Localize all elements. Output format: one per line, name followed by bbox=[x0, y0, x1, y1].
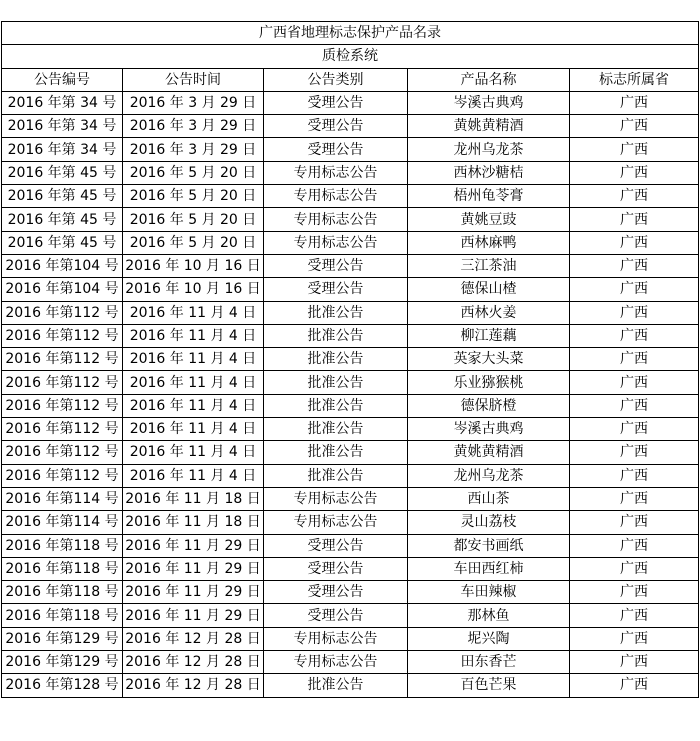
province-cell: 广西 bbox=[570, 208, 699, 231]
notice-number-cell: 2016 年第114 号 bbox=[2, 487, 123, 510]
notice-date-cell: 2016 年 5 月 20 日 bbox=[123, 208, 264, 231]
table-row bbox=[2, 324, 699, 347]
notice-type-cell: 受理公告 bbox=[264, 557, 408, 580]
notice-type-cell: 批准公告 bbox=[264, 394, 408, 417]
province-cell: 广西 bbox=[570, 441, 699, 464]
table-row bbox=[2, 581, 699, 604]
column-header-province: 标志所属省 bbox=[570, 68, 699, 91]
province-cell: 广西 bbox=[570, 487, 699, 510]
province-cell: 广西 bbox=[570, 557, 699, 580]
province-cell: 广西 bbox=[570, 651, 699, 674]
notice-type-cell: 受理公告 bbox=[264, 254, 408, 277]
province-cell: 广西 bbox=[570, 324, 699, 347]
province-cell: 广西 bbox=[570, 185, 699, 208]
product-name-cell: 德保脐橙 bbox=[408, 394, 570, 417]
table-row bbox=[2, 348, 699, 371]
notice-date-cell: 2016 年 11 月 4 日 bbox=[123, 371, 264, 394]
product-name-cell: 黄姚豆豉 bbox=[408, 208, 570, 231]
notice-date-cell: 2016 年 11 月 4 日 bbox=[123, 348, 264, 371]
notice-number-cell: 2016 年第 34 号 bbox=[2, 115, 123, 138]
column-header-product-name: 产品名称 bbox=[408, 68, 570, 91]
notice-type-cell: 专用标志公告 bbox=[264, 487, 408, 510]
notice-number-cell: 2016 年第118 号 bbox=[2, 604, 123, 627]
table-row bbox=[2, 441, 699, 464]
province-cell: 广西 bbox=[570, 581, 699, 604]
table-row bbox=[2, 115, 699, 138]
title-row bbox=[2, 22, 699, 45]
product-record-table bbox=[1, 21, 699, 698]
notice-number-cell: 2016 年第128 号 bbox=[2, 674, 123, 697]
notice-type-cell: 批准公告 bbox=[264, 418, 408, 441]
subtitle-row bbox=[2, 45, 699, 68]
notice-type-cell: 批准公告 bbox=[264, 348, 408, 371]
table-row bbox=[2, 301, 699, 324]
province-cell: 广西 bbox=[570, 511, 699, 534]
province-cell: 广西 bbox=[570, 161, 699, 184]
notice-number-cell: 2016 年第118 号 bbox=[2, 581, 123, 604]
province-cell: 广西 bbox=[570, 138, 699, 161]
notice-type-cell: 受理公告 bbox=[264, 91, 408, 114]
notice-date-cell: 2016 年 12 月 28 日 bbox=[123, 627, 264, 650]
notice-date-cell: 2016 年 11 月 4 日 bbox=[123, 301, 264, 324]
notice-date-cell: 2016 年 11 月 29 日 bbox=[123, 581, 264, 604]
notice-number-cell: 2016 年第129 号 bbox=[2, 651, 123, 674]
province-cell: 广西 bbox=[570, 464, 699, 487]
notice-type-cell: 受理公告 bbox=[264, 138, 408, 161]
notice-type-cell: 批准公告 bbox=[264, 674, 408, 697]
table-row bbox=[2, 627, 699, 650]
notice-type-cell: 专用标志公告 bbox=[264, 185, 408, 208]
notice-type-cell: 受理公告 bbox=[264, 278, 408, 301]
table-row bbox=[2, 418, 699, 441]
table-row bbox=[2, 231, 699, 254]
product-name-cell: 西林沙糖桔 bbox=[408, 161, 570, 184]
notice-type-cell: 批准公告 bbox=[264, 464, 408, 487]
notice-date-cell: 2016 年 11 月 4 日 bbox=[123, 418, 264, 441]
table-title: 广西省地理标志保护产品名录 bbox=[2, 22, 699, 45]
notice-number-cell: 2016 年第 34 号 bbox=[2, 138, 123, 161]
notice-type-cell: 受理公告 bbox=[264, 581, 408, 604]
notice-date-cell: 2016 年 12 月 28 日 bbox=[123, 651, 264, 674]
product-name-cell: 柳江莲藕 bbox=[408, 324, 570, 347]
table-row bbox=[2, 161, 699, 184]
table-row bbox=[2, 464, 699, 487]
notice-number-cell: 2016 年第112 号 bbox=[2, 441, 123, 464]
product-name-cell: 田东香芒 bbox=[408, 651, 570, 674]
product-name-cell: 百色芒果 bbox=[408, 674, 570, 697]
notice-date-cell: 2016 年 11 月 18 日 bbox=[123, 511, 264, 534]
notice-number-cell: 2016 年第 45 号 bbox=[2, 185, 123, 208]
product-name-cell: 乐业猕猴桃 bbox=[408, 371, 570, 394]
column-header-notice-number: 公告编号 bbox=[2, 68, 123, 91]
province-cell: 广西 bbox=[570, 627, 699, 650]
notice-date-cell: 2016 年 11 月 29 日 bbox=[123, 604, 264, 627]
product-name-cell: 灵山荔枝 bbox=[408, 511, 570, 534]
province-cell: 广西 bbox=[570, 278, 699, 301]
province-cell: 广西 bbox=[570, 231, 699, 254]
notice-number-cell: 2016 年第 45 号 bbox=[2, 161, 123, 184]
province-cell: 广西 bbox=[570, 534, 699, 557]
table-row bbox=[2, 604, 699, 627]
table-row bbox=[2, 278, 699, 301]
notice-type-cell: 专用标志公告 bbox=[264, 231, 408, 254]
table-row bbox=[2, 487, 699, 510]
table-row bbox=[2, 254, 699, 277]
product-name-cell: 三江茶油 bbox=[408, 254, 570, 277]
notice-type-cell: 专用标志公告 bbox=[264, 627, 408, 650]
province-cell: 广西 bbox=[570, 674, 699, 697]
province-cell: 广西 bbox=[570, 371, 699, 394]
notice-date-cell: 2016 年 11 月 4 日 bbox=[123, 441, 264, 464]
product-name-cell: 车田辣椒 bbox=[408, 581, 570, 604]
notice-type-cell: 批准公告 bbox=[264, 371, 408, 394]
province-cell: 广西 bbox=[570, 394, 699, 417]
product-name-cell: 英家大头菜 bbox=[408, 348, 570, 371]
notice-number-cell: 2016 年第104 号 bbox=[2, 278, 123, 301]
product-name-cell: 车田西红柿 bbox=[408, 557, 570, 580]
table-row bbox=[2, 534, 699, 557]
notice-date-cell: 2016 年 11 月 29 日 bbox=[123, 557, 264, 580]
notice-date-cell: 2016 年 11 月 4 日 bbox=[123, 464, 264, 487]
notice-type-cell: 批准公告 bbox=[264, 441, 408, 464]
notice-type-cell: 专用标志公告 bbox=[264, 161, 408, 184]
notice-type-cell: 专用标志公告 bbox=[264, 511, 408, 534]
notice-number-cell: 2016 年第112 号 bbox=[2, 324, 123, 347]
notice-type-cell: 受理公告 bbox=[264, 604, 408, 627]
product-name-cell: 西林火姜 bbox=[408, 301, 570, 324]
table-row bbox=[2, 674, 699, 697]
product-name-cell: 西山茶 bbox=[408, 487, 570, 510]
notice-number-cell: 2016 年第104 号 bbox=[2, 254, 123, 277]
province-cell: 广西 bbox=[570, 348, 699, 371]
notice-date-cell: 2016 年 3 月 29 日 bbox=[123, 138, 264, 161]
product-name-cell: 德保山楂 bbox=[408, 278, 570, 301]
table-row bbox=[2, 138, 699, 161]
notice-number-cell: 2016 年第114 号 bbox=[2, 511, 123, 534]
notice-number-cell: 2016 年第112 号 bbox=[2, 371, 123, 394]
notice-number-cell: 2016 年第112 号 bbox=[2, 418, 123, 441]
notice-number-cell: 2016 年第129 号 bbox=[2, 627, 123, 650]
table-subtitle: 质检系统 bbox=[2, 45, 699, 68]
notice-type-cell: 专用标志公告 bbox=[264, 651, 408, 674]
product-name-cell: 都安书画纸 bbox=[408, 534, 570, 557]
product-name-cell: 坭兴陶 bbox=[408, 627, 570, 650]
product-name-cell: 黄姚黄精酒 bbox=[408, 441, 570, 464]
column-header-notice-date: 公告时间 bbox=[123, 68, 264, 91]
notice-date-cell: 2016 年 5 月 20 日 bbox=[123, 161, 264, 184]
table-row bbox=[2, 511, 699, 534]
notice-date-cell: 2016 年 5 月 20 日 bbox=[123, 185, 264, 208]
notice-number-cell: 2016 年第112 号 bbox=[2, 464, 123, 487]
notice-date-cell: 2016 年 11 月 18 日 bbox=[123, 487, 264, 510]
table-row bbox=[2, 208, 699, 231]
product-name-cell: 龙州乌龙茶 bbox=[408, 138, 570, 161]
product-name-cell: 西林麻鸭 bbox=[408, 231, 570, 254]
notice-number-cell: 2016 年第112 号 bbox=[2, 394, 123, 417]
notice-date-cell: 2016 年 11 月 4 日 bbox=[123, 394, 264, 417]
notice-number-cell: 2016 年第118 号 bbox=[2, 534, 123, 557]
header-row bbox=[2, 68, 699, 91]
table-body bbox=[2, 91, 699, 697]
notice-number-cell: 2016 年第 45 号 bbox=[2, 231, 123, 254]
notice-date-cell: 2016 年 3 月 29 日 bbox=[123, 115, 264, 138]
table-row bbox=[2, 371, 699, 394]
notice-number-cell: 2016 年第118 号 bbox=[2, 557, 123, 580]
table-row bbox=[2, 185, 699, 208]
notice-number-cell: 2016 年第112 号 bbox=[2, 348, 123, 371]
notice-type-cell: 受理公告 bbox=[264, 534, 408, 557]
notice-type-cell: 批准公告 bbox=[264, 301, 408, 324]
table-row bbox=[2, 394, 699, 417]
province-cell: 广西 bbox=[570, 254, 699, 277]
province-cell: 广西 bbox=[570, 115, 699, 138]
notice-type-cell: 批准公告 bbox=[264, 324, 408, 347]
notice-date-cell: 2016 年 11 月 29 日 bbox=[123, 534, 264, 557]
notice-date-cell: 2016 年 10 月 16 日 bbox=[123, 278, 264, 301]
notice-type-cell: 专用标志公告 bbox=[264, 208, 408, 231]
product-name-cell: 梧州龟苓膏 bbox=[408, 185, 570, 208]
notice-type-cell: 受理公告 bbox=[264, 115, 408, 138]
product-name-cell: 那林鱼 bbox=[408, 604, 570, 627]
product-name-cell: 岑溪古典鸡 bbox=[408, 91, 570, 114]
notice-number-cell: 2016 年第 45 号 bbox=[2, 208, 123, 231]
notice-date-cell: 2016 年 5 月 20 日 bbox=[123, 231, 264, 254]
table-row bbox=[2, 91, 699, 114]
table-row bbox=[2, 651, 699, 674]
column-header-notice-type: 公告类别 bbox=[264, 68, 408, 91]
notice-date-cell: 2016 年 11 月 4 日 bbox=[123, 324, 264, 347]
province-cell: 广西 bbox=[570, 91, 699, 114]
product-name-cell: 岑溪古典鸡 bbox=[408, 418, 570, 441]
table-row bbox=[2, 557, 699, 580]
province-cell: 广西 bbox=[570, 418, 699, 441]
notice-date-cell: 2016 年 12 月 28 日 bbox=[123, 674, 264, 697]
notice-number-cell: 2016 年第 34 号 bbox=[2, 91, 123, 114]
province-cell: 广西 bbox=[570, 301, 699, 324]
notice-date-cell: 2016 年 3 月 29 日 bbox=[123, 91, 264, 114]
product-name-cell: 龙州乌龙茶 bbox=[408, 464, 570, 487]
product-name-cell: 黄姚黄精酒 bbox=[408, 115, 570, 138]
notice-number-cell: 2016 年第112 号 bbox=[2, 301, 123, 324]
province-cell: 广西 bbox=[570, 604, 699, 627]
notice-date-cell: 2016 年 10 月 16 日 bbox=[123, 254, 264, 277]
